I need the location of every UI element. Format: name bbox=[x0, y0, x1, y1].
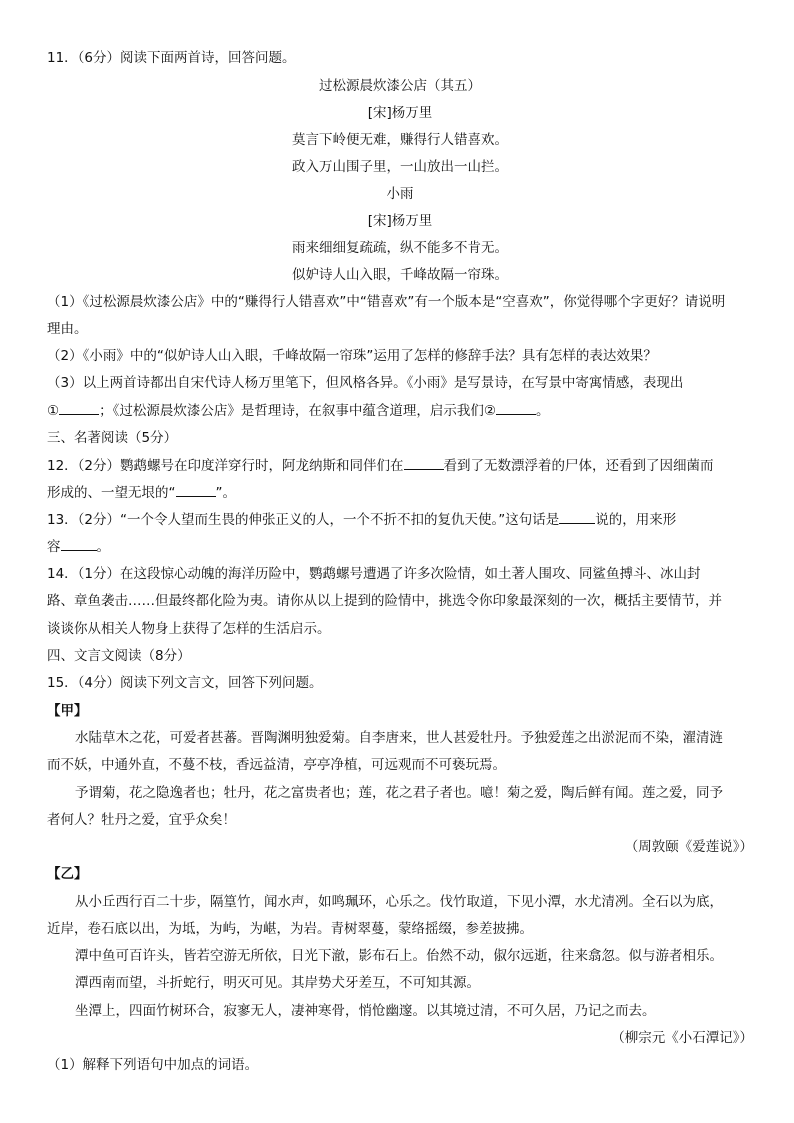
passage-jia-label: 【甲】 bbox=[47, 703, 88, 719]
q11-sub3-text: ；《过松源晨炊漆公店》是哲理诗，在叙事中蕴含道理，启示我们② bbox=[99, 403, 496, 419]
poem1-line-1: 莫言下岭便无难，赚得行人错喜欢。 bbox=[292, 132, 508, 148]
q11-sub2: （2）《小雨》中的“似妒诗人山入眼，千峰故隔一帘珠”运用了怎样的修辞手法？具有怎样的表达效果？ bbox=[47, 348, 657, 364]
answer-blank-q12-1[interactable] bbox=[404, 456, 444, 470]
q12-text-d: ”。 bbox=[215, 485, 236, 501]
answer-blank-q13-1[interactable] bbox=[559, 510, 595, 524]
q13-line-2 bbox=[47, 537, 753, 557]
passage-jia-p2-line-1: 予谓菊，花之隐逸者也；牡丹，花之富贵者也；莲，花之君子者也。噫！菊之爱，陶后鲜有闻。莲之爱，同予 bbox=[75, 785, 723, 801]
passage-yi-p4: 坐潭上，四面竹树环合，寂寥无人，凄神寒骨，悄怆幽邃。以其境过清，不可久居，乃记之而去。 bbox=[75, 1003, 656, 1019]
q13-line-1 bbox=[47, 510, 753, 530]
q13-text-c: 容 bbox=[47, 539, 61, 555]
section-4-heading: 四、文言文阅读（8分） bbox=[47, 648, 191, 664]
passage-jia-p1-line-1: 水陆草木之花，可爱者甚蕃。晋陶渊明独爱菊。自李唐来，世人甚爱牡丹。予独爱莲之出淤泥而不染，濯清涟 bbox=[75, 730, 723, 746]
answer-blank-1[interactable] bbox=[59, 401, 99, 415]
poem1-line-2: 政入万山围子里，一山放出一山拦。 bbox=[292, 159, 508, 175]
passage-yi-p3: 潭西南而望，斗折蛇行，明灭可见。其岸势犬牙差互，不可知其源。 bbox=[75, 975, 480, 991]
q11-sub3-end: 。 bbox=[535, 403, 550, 419]
passage-yi-p2: 潭中鱼可百许头，皆若空游无所依，日光下澈，影布石上。佁然不动，俶尔远逝，往来翕忽。似与游者相乐。 bbox=[75, 948, 723, 964]
answer-blank-2[interactable] bbox=[496, 401, 536, 415]
q12-text-b: 看到了无数漂浮着的尸体，还看到了因细菌而 bbox=[443, 458, 714, 474]
q11-sub1-line-2: 理由。 bbox=[47, 321, 88, 337]
poem2-line-1: 雨来细细复疏疏，纵不能多不肯无。 bbox=[292, 240, 508, 256]
poem1-title: 过松源晨炊漆公店（其五） bbox=[319, 78, 481, 94]
q13-text-d: 。 bbox=[96, 539, 110, 555]
q13-text-a: 13．（2分）“一个令人望而生畏的伸张正义的人，一个不折不扣的复仇天使。”这句话是 bbox=[47, 512, 560, 528]
poem2-title: 小雨 bbox=[386, 186, 414, 202]
answer-blank-q13-2[interactable] bbox=[61, 537, 97, 551]
passage-jia-p1-line-2: 而不妖，中通外直，不蔓不枝，香远益清，亭亭净植，可远观而不可亵玩焉。 bbox=[47, 757, 506, 773]
q11-sub1-line-1: （1）《过松源晨炊漆公店》中的“赚得行人错喜欢”中“错喜欢”有一个版本是“空喜欢”，你觉得哪个字更好？请说明 bbox=[47, 294, 726, 310]
poem1-author: [宋]杨万里 bbox=[367, 105, 433, 121]
q14-line-2: 路、章鱼袭击……但最终都化险为夷。请你从以上提到的险情中，挑选令你印象最深刻的一次，概括主要情节，并 bbox=[47, 593, 722, 609]
passage-jia-p2-line-2: 者何人？牡丹之爱，宜乎众矣！ bbox=[47, 812, 236, 828]
q11-sub3-line-2 bbox=[47, 401, 753, 421]
q12-line-2 bbox=[47, 483, 753, 503]
q15-sub1: （1）解释下列语句中加点的词语。 bbox=[47, 1057, 259, 1073]
q12-line-1 bbox=[47, 456, 753, 476]
q11-heading: 11．（6分）阅读下面两首诗，回答问题。 bbox=[47, 50, 296, 66]
q14-line-1: 14．（1分）在这段惊心动魄的海洋历险中，鹦鹉螺号遭遇了许多次险情，如土著人围攻、同鲨鱼搏斗、冰山封 bbox=[47, 566, 701, 582]
circled-one: ① bbox=[47, 403, 60, 419]
passage-jia-source: （周敦颐《爱莲说》） bbox=[624, 839, 753, 855]
q12-text-a: 12．（2分）鹦鹉螺号在印度洋穿行时，阿龙纳斯和同伴们在 bbox=[47, 458, 404, 474]
passage-yi-label: 【乙】 bbox=[47, 866, 88, 882]
answer-blank-q12-2[interactable] bbox=[176, 483, 216, 497]
q11-sub3-line-1: （3）以上两首诗都出自宋代诗人杨万里笔下，但风格各异。《小雨》是写景诗，在写景中寄寓情感，表现出 bbox=[47, 375, 684, 391]
q13-text-b: 说的，用来形 bbox=[595, 512, 677, 528]
q14-line-3: 谈谈你从相关人物身上获得了怎样的生活启示。 bbox=[47, 621, 331, 637]
section-3-heading: 三、名著阅读（5分） bbox=[47, 430, 178, 446]
poem2-author: [宋]杨万里 bbox=[367, 213, 433, 229]
q15-heading: 15．（4分）阅读下列文言文，回答下列问题。 bbox=[47, 675, 323, 691]
passage-yi-source: （柳宗元《小石潭记》） bbox=[611, 1030, 753, 1046]
passage-yi-p1-line-1: 从小丘西行百二十步，隔篁竹，闻水声，如鸣珮环，心乐之。伐竹取道，下见小潭，水尤清冽。全石以为底， bbox=[75, 894, 723, 910]
passage-yi-p1-line-2: 近岸，卷石底以出，为坻，为屿，为嵁，为岩。青树翠蔓，蒙络摇缀，参差披拂。 bbox=[47, 921, 533, 937]
poem2-line-2: 似妒诗人山入眼，千峰故隔一帘珠。 bbox=[292, 267, 508, 283]
q12-text-c: 形成的、一望无垠的“ bbox=[47, 485, 176, 501]
